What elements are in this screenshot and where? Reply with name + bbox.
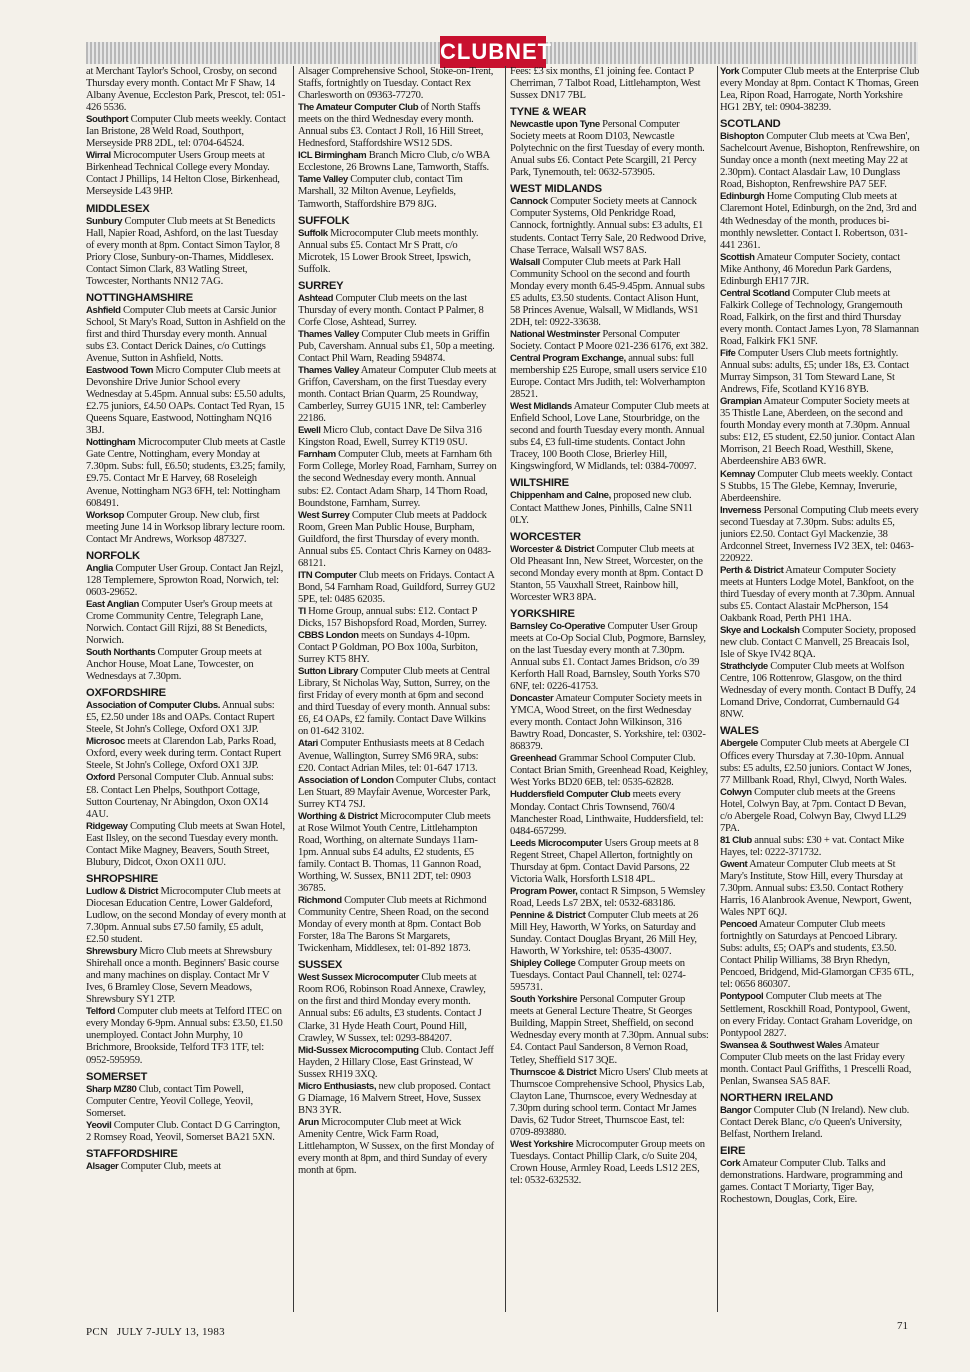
club-name: Association of Computer Clubs. (86, 700, 221, 712)
club-entry (510, 66, 710, 102)
club-entry (86, 365, 286, 437)
club-details: Computer Club meets at Wolfson Centre, 106 Rottenrow, Glasgow, on the third Wednesday of every month. Contact B Duffy, 24 Lomand Drive, Condorrat, Cumbernauld G4 8NW. (720, 661, 916, 721)
club-name: ITN Computer (298, 569, 357, 581)
club-name: Barnsley Co-Operative (510, 620, 606, 632)
club-details: Microcomputer Club meet at Wick Amenity Centre, Wick Farm Road, Littlehampton, W Sussex, on the first Monday of every month at 8pm, and third Sunday of every month at 6pm. (298, 1116, 494, 1177)
club-details: Amateur Computer Society meets at Hunters Lodge Motel, Bankfoot, on the third Tuesday of every month at 7.30pm. Annual subs £5. Contact Alastair McPherson, 154 Oakbank Road, Perth PH1 1HA. (720, 564, 915, 625)
club-entry (298, 449, 498, 509)
club-details: meets on Sundays 4-10pm. Contact P Goldman, PO Box 100a, Surbiton, Surrey KT5 8HY. (298, 630, 478, 666)
club-name: Newcastle upon Tyne (510, 119, 600, 131)
club-details: Micro Club meets at Shrewsbury Shirehall once a month. Beginners' Basic course and many machines on display. Contact Mr V Ives, 6 Bramley Close, Severn Meadows, Shrewsbury SY1 2TP. (86, 946, 279, 1006)
club-entry (510, 353, 710, 401)
club-details: Home Group, annual subs: £12. Contact P Dicks, 157 Bishopsford Road, Morden, Surrey. (298, 605, 487, 630)
club-entry (86, 66, 286, 114)
club-details: Computer Club meets at Old Pheasant Inn, New Street, Worcester, on the second Monday every month at 8pm. Contact D Stanton, 55 Vauxhall Street, Rainbow hill, Worcester WR3 8PA. (510, 543, 703, 603)
club-entry (298, 972, 498, 1044)
club-entry (510, 196, 710, 256)
region-heading: WILTSHIRE (510, 477, 569, 490)
club-details: Computer User Group. Contact Jan Rejzl, 128 Templemere, Sprowton Road, Norwich, tel: 0603-29652. (86, 562, 283, 598)
club-details: Alsager Comprehensive School, Stoke-on-Trent, Staffs, fortnightly on Tuesday. Contact Rex Charlesworth on 09363-77270. (298, 66, 494, 102)
club-details: Microcomputer Club meets at Castle Gate Centre, Nottingham, every Monday at 7.30pm. Subs: full, £6.50; students, £3.25; family, £9.75. Contact Mr E Harvey, 68 Roseleigh Avenue, Nottingham NG3 6FH, tel: Nottingham 608491. (86, 437, 286, 509)
club-details: Computer club meets at Telford ITEC on every Monday 6-9pm. Annual subs: £3.50, £1.50 unemployed. Contact John Murphy, 10 Brichmore, Brookside, Telford TF3 1TF, tel: 0952-595959. (86, 1006, 283, 1066)
club-name: Arun (298, 1116, 319, 1128)
club-entry (298, 510, 498, 570)
club-details: annual subs: £30 + vat. Contact Mike Hayes, tel: 0222-371732. (720, 834, 904, 858)
club-entry (86, 821, 286, 869)
club-entry (86, 510, 286, 546)
club-name: Thames Valley (298, 365, 359, 377)
club-entry (510, 753, 710, 789)
club-details: Amateur Computer Club meets fortnightly on Saturdays at Pencoed Library. Subs: adults, £5; OAP's and students, £3.50. Contact Philip Williams, 38 Bryn Rhedyn, Pencoed, Bridgend, Mid-Glamorgan CF35 6TL, tel: 0656 860307. (720, 919, 914, 991)
club-entry (298, 174, 498, 210)
club-details: Computer Club meets at Paddock Room, Green Man Public House, Burpham, Guildford, the first Thursday of every month. Annual subs £5. Contact Chris Karney on 0483-68121. (298, 509, 491, 569)
club-details: Computer Club meets on the last Thursday of every month. Contact P Palmer, 8 Corfe Close, Ashtead, Surrey. (298, 292, 484, 328)
club-name: West Yorkshire (510, 1138, 574, 1150)
club-details: contact R Simpson, 5 Wemsley Road, Leeds Ls7 2BX, tel: 0532-683186. (510, 885, 706, 909)
club-entry (720, 991, 920, 1039)
club-entry (720, 859, 920, 919)
club-details: Club meets at Room RO6, Robinson Road Annexe, Crawley, on the first and third Monday every month. Annual subs: £6 adults, £3 students. Contact J Clarke, 31 Hyde Heath Court, Pound Hill, Crawley, W Sussex, tel: 0293-884207. (298, 972, 486, 1044)
region-heading: NORTHERN IRELAND (720, 1091, 834, 1104)
club-entry (720, 787, 920, 835)
club-entry (298, 102, 498, 150)
club-details: Computer Club meets weekly. Contact Ian Bristone, 28 Weld Road, Southport, Merseyside PR8 2DL, tel: 0704-64524. (86, 114, 286, 150)
club-entry (86, 647, 286, 683)
club-name: South Northants (86, 647, 156, 659)
region-heading: OXFORDSHIRE (86, 687, 166, 700)
page-number: 71 (897, 1320, 908, 1332)
club-name: National Westminster (510, 328, 600, 340)
club-details: Computer Club meets weekly. Contact S Stubbs, 15 The Glebe, Kemnay, Inverurie, Aberdeenshire. (720, 468, 913, 504)
club-entry (298, 606, 498, 630)
club-entry (298, 775, 498, 811)
club-name: Perth & District (720, 564, 784, 576)
column-3 (510, 66, 710, 1316)
region-heading: MIDDLESEX (86, 202, 150, 215)
club-name: Inverness (720, 504, 762, 516)
club-entry (298, 811, 498, 895)
club-name: Yeovil (86, 1119, 112, 1131)
club-entry (510, 257, 710, 329)
club-entry (720, 738, 920, 786)
club-name: Sutton Library (298, 666, 358, 678)
club-name: Suffolk (298, 227, 328, 239)
club-details: Computer club, contact Tim Marshall, 32 Milton Avenue, Leyfields, Tamworth, Staffordshire B79 8JG. (298, 174, 463, 210)
club-name: TI (298, 605, 306, 617)
club-entry (86, 772, 286, 820)
club-name: Shipley College (510, 958, 576, 970)
club-entry (510, 544, 710, 604)
club-details: Amateur Computer Society meets in YMCA, Wood Street, on the first Wednesday every month. Contact John Wilkinson, 316 Bawtry Road, Doncaster, S. Yorkshire, tel: 0302-868379. (510, 693, 706, 753)
club-details: Home Computing Club meets at Claremont Hotel, Edinburgh, on the 2nd, 3rd and 4th Wednesday of the month, produces bi-monthly newsletter. Contact I. Robertson, 031-441 2361. (720, 191, 917, 251)
club-name: Anglia (86, 562, 113, 574)
column-1 (86, 66, 286, 1316)
club-entry (720, 191, 920, 251)
club-name: Edinburgh (720, 191, 765, 203)
club-details: of North Staffs meets on the third Wednesday every month. Annual subs £3. Contact J Roll, 16 Hill Street, Hednesford, Staffordshire WS12 5DS. (298, 102, 484, 150)
club-details: Computer Club, meets at (118, 1160, 221, 1172)
club-name: Tame Valley (298, 174, 348, 186)
club-entry (298, 228, 498, 276)
club-entry (86, 216, 286, 288)
club-entry (298, 630, 498, 666)
club-entry (720, 505, 920, 565)
club-details: Computer Group meets at Anchor House, Moat Lane, Towcester, on Wednesdays at 7.30pm. (86, 647, 262, 683)
club-name: Scottish (720, 251, 755, 263)
club-details: Users Group meets at 8 Regent Street, Chapel Allerton, fortnightly on Thursday at 6pm. Contact David Parsons, 22 Victoria Walk, Horsforth LS18 4PL. (510, 837, 699, 885)
club-name: South Yorkshire (510, 994, 578, 1006)
club-details: Micro Computer Club meets at Devonshire Drive Junior School every Wednesday at 5.45pm. Annual subs: £5.50 adults, £2.75 juniors, £4.50 OAPs. Contact Ted Ryan, 15 Queens Square, Eastwood, Nottingham NQ16 3BJ. (86, 365, 286, 437)
club-name: CBBS London (298, 630, 359, 642)
club-name: Bishopton (720, 131, 764, 143)
club-entry (720, 625, 920, 661)
club-name: Microsoc (86, 736, 125, 748)
region-heading: SURREY (298, 279, 344, 292)
club-entry (720, 1040, 920, 1088)
club-name: Greenhead (510, 753, 557, 765)
club-name: Worcester & District (510, 543, 595, 555)
club-entry (298, 365, 498, 425)
region-heading: SOMERSET (86, 1070, 148, 1083)
region-heading: SUSSEX (298, 959, 343, 972)
club-details: Personal Computing Club meets every second Tuesday at 7.30pm. Subs: adults £5, juniors £2.50. Contact Gyl Mackenzie, 38 Ardconnel Street, Inverness IV2 3EX, tel: 0463-220922. (720, 504, 919, 564)
club-details: Computer Clubs, contact Len Stuart, 89 Mayfair Avenue, Worcester Park, Surrey KT4 7SJ. (298, 774, 496, 810)
column-divider (293, 66, 294, 1312)
club-name: Ashfield (86, 304, 121, 316)
club-details: Amateur Computer Club. Talks and demonstrations. Hardware, programming and games. Contact T Moriarty, Tiger Bay, Rochestown, Douglas, Cork, Eire. (720, 1157, 903, 1206)
club-details: new club proposed. Contact G Diamage, 16 Malvern Street, Hove, Sussex BN3 3YR. (298, 1080, 491, 1116)
club-name: Association of London (298, 774, 394, 786)
region-heading: EIRE (720, 1144, 746, 1157)
club-details: Computer club meets at the Greens Hotel, Colwyn Bay, at 7pm. Contact D Bevan, c/o Abergele Road, Colwyn Bay, Clwyd LL29 7PA. (720, 786, 907, 834)
club-entry (510, 910, 710, 958)
club-entry (510, 958, 710, 994)
club-details: Computer Club meets at Central Library, St Nicholas Way, Sutton, Surrey, on the first Friday of every month at 6pm and second and third Tuesday of every month. Annual subs: £6, £4 OAPs, £2 family. Contact Dave Wilkins on 01-642 3102. (298, 666, 491, 738)
club-entry (510, 401, 710, 473)
club-details: annual subs: full membership £25 Europe, small users service £10 Europe. Contact Mrs Judith, tel: Wolverhampton 28521. (510, 352, 707, 401)
club-entry (510, 838, 710, 886)
club-details: Grammar School Computer Club. Contact Brian Smith, Greenhead Road, Keighley, West Yorks BD20 6EB, tel: 0535-62828. (510, 753, 708, 789)
club-details: Computer Society, proposed new club. Contact C Manvell, 25 Breacais Isol, Isle of Skye IV42 8QA. (720, 625, 916, 661)
club-entry (720, 288, 920, 348)
club-entry (86, 305, 286, 365)
club-name: Ridgeway (86, 820, 128, 832)
club-details: Amateur Computer Club meets on the last Friday every month. Contact Paul Griffiths, 1 Prescelli Road, Penlan, Swansea SA5 8AF. (720, 1039, 912, 1087)
club-entry (720, 919, 920, 991)
club-name: Micro Enthusiasts, (298, 1080, 377, 1092)
club-entry (510, 621, 710, 693)
clubnet-banner: CLUBNET (440, 36, 546, 68)
club-entry (86, 150, 286, 198)
club-details: Amateur Computer Club meets at Griffon, Caversham, on the first Tuesday every month. Contact Brian Quarm, 25 Roundway, Camberley, Surrey GU15 1NR, tel: Camberley 22186. (298, 365, 497, 425)
club-name: Leeds Microcomputer (510, 837, 603, 849)
club-entry (86, 1006, 286, 1066)
club-name: Worksop (86, 509, 125, 521)
club-details: Computer Club, meets at Farnham 6th Form College, Morley Road, Farnham, Surrey on the second Wednesday every month. Annual subs: £2. Contact Adam Sharp, 14 Thorn Road, Boundstone, Farnham, Surrey. (298, 449, 497, 509)
club-entry (720, 469, 920, 505)
club-name: Ashtead (298, 292, 334, 304)
club-details: Amateur Computer Society, contact Mike Anthony, 46 Moredun Park Gardens, Edinburgh EH17 7JR. (720, 251, 900, 287)
club-name: Thurnscoe & District (510, 1066, 597, 1078)
club-details: Computer Users Club meets fortnightly. Annual subs: adults, £5; under 18s, £3. Contact Murray Simpson, 31 Tom Steward Lane, St Andrews, Fife, Scotland KY16 8YB. (720, 348, 909, 396)
club-entry (720, 348, 920, 396)
club-entry (298, 329, 498, 365)
club-details: Computer Society meets at Cannock Computer Systems, Old Penkridge Road, Cannock, fortnightly. Annual subs: £3 adults, £1 students. Contact Terry Sale, 20 Redwood Drive, Chase Terrace, Walsall WS7 8AS. (510, 196, 706, 256)
club-name: ICL Birmingham (298, 150, 367, 162)
club-details: Computer Club meets at 26 Mill Hey, Haworth, W Yorks, on Saturday and Sunday. Contact Douglas Bryant, 26 Mill Hey, Haworth, W Yorkshire, tel: 0535-43007. (510, 909, 699, 958)
club-details: Microcomputer Club meets at Rose Wilmot Youth Centre, Littlehampton Road, Worthing, on alternate Sundays 11am-1pm. Annual subs £4 adults, £2 students, £5 family. Contact B. Thomas, 11 Gannon Road, Worthing, W. Sussex, BN11 2DT, tel: 0903 36785. (298, 810, 491, 895)
club-entry (720, 835, 920, 859)
club-details: Computer Club meets at Park Hall Community School on the second and fourth Monday every month 6.45-9.45pm. Annual subs £5 adults, £3.50 students. Contact Alison Hunt, 58 Princes Avenue, Walsall, W Midlands, WS1 2DH, tel: 0922-33638. (510, 256, 705, 328)
club-entry (86, 1161, 286, 1173)
club-details: at Merchant Taylor's School, Crosby, on second Thursday every month. Contact Mr F Shaw, 14 Albany Avenue, Eccleston Park, Prescot, tel: 051-426 5536. (86, 66, 286, 114)
club-entry (298, 425, 498, 449)
club-details: Computer Club (N Ireland). New club. Contact Derek Blanc, c/o Queen's University, Belfast, Northern Ireland. (720, 1104, 910, 1140)
club-details: Computer Club meets at St Benedicts Hall, Napier Road, Ashford, on the last Tuesday of every month at 8pm. Contact Simon Taylor, 8 Priory Close, Sunbury-on-Thames, Middlesex. Contact Simon Clark, 83 Watling Street, Towcester, Northants NN12 7AG. (86, 215, 280, 287)
club-name: Farnham (298, 449, 336, 461)
region-heading: SHROPSHIRE (86, 872, 158, 885)
club-name: Central Scotland (720, 287, 790, 299)
club-details: Personal Computer Club. Annual subs: £8. Contact Len Phelps, Southport Cottage, Sutton Courtenay, Nr Abingdon, Oxon OX14 4AU. (86, 772, 274, 820)
club-name: Cannock (510, 196, 548, 208)
club-details: Micro Users' Club meets at Thurnscoe Comprehensive School, Physics Lab, Clayton Lane, Thurnscoe, every Wednesday at 7.30pm during school term. Contact Mr James Davis, 62 Tudor Street, Thurnscoe East, tel: 0709-893880. (510, 1066, 708, 1138)
column-4 (720, 66, 920, 1316)
club-entry (86, 946, 286, 1006)
club-entry (298, 293, 498, 329)
club-details: Fees: £3 six months, £1 joining fee. Contact P Cherriman, 7 Talbot Road, Littlehampton, West Sussex DN17 7BL (510, 66, 701, 102)
club-name: Program Power, (510, 885, 578, 897)
club-details: Computer Club meets at Falkirk College of Technology, Grangemouth Road, Falkirk, on the first and third Thursday every month. Contact James Lyon, 78 Slamannan Road, Falkirk FK1 5NF. (720, 287, 919, 347)
club-details: Microcomputer Users Group meets at Birkenhead Technical College every Monday. Contact J Phillips, 14 Helton Close, Birkenhead, Merseyside L43 9HP. (86, 150, 280, 198)
club-details: meets at Clarendon Lab, Parks Road, Oxford, every week during term. Contact Rupert Steele, St John's College, Oxford OX1 3JP. (86, 736, 282, 772)
club-details: Computer Club meets at The Settlement, Rosckhill Road, Pontypool, Gwent, on every Friday. Contact Graham Loveridge, on Pontypool 2827. (720, 991, 913, 1039)
club-entry (298, 1081, 498, 1117)
club-details: Annual subs: £5, £2.50 under 18s and OAPs. Contact Rupert Steele, St John's College, Oxford OX1 3JP. (86, 700, 275, 736)
club-entry (720, 661, 920, 721)
club-entry (86, 1120, 286, 1144)
club-details: Computer User Group meets at Co-Op Social Club, Pogmore, Barnsley, on the last Tuesday every month at 7.30pm. Annual subs £1. Contact James Bridson, c/o 39 Kerforth Hall Road, Barnsley, South Yorks S70 6NF, tel: 0226-41753. (510, 620, 706, 693)
club-name: West Midlands (510, 401, 572, 413)
club-entry (86, 1084, 286, 1120)
region-heading: WALES (720, 725, 759, 738)
page-footer (86, 1326, 225, 1338)
club-details: Microcomputer Club meets at Diocesan Education Centre, Lower Galdeford, Ludlow, on the second Monday of every month at 7.30pm. Annual subs £7.50 family, £5 adult, £2.50 student. (86, 885, 286, 946)
region-heading: NOTTINGHAMSHIRE (86, 291, 194, 304)
club-details: Amateur Computer Club meets at St Mary's Institute, Stow Hill, every Thursday at 7.30pm. Annual subs: £3.50. Contact Rothery Harris, 16 Alanbrook Avenue, Newport, Gwent, Wales NPT 6QJ. (720, 858, 912, 919)
column-divider (717, 66, 718, 1312)
club-name: Fife (720, 348, 736, 360)
club-name: Sunbury (86, 215, 123, 227)
club-details: Computer Club meets at Richmond Community Centre, Sheen Road, on the second Monday of every month at 8pm. Contact Bob Forster, 18a The Barons St Margarets, Twickenham, Middlesex, tel: 01-892 1873. (298, 895, 489, 955)
club-details: Computer Club. Contact D G Carrington, 2 Romsey Road, Yeovil, Somerset BA21 5XN. (86, 1119, 280, 1143)
club-details: Computer Club meets at the Enterprise Club every Monday at 8pm. Contact K Thomas, Green Lea, Ripon Road, Harrogate, North Yorkshire HG1 2BY, tel: 0904-38239. (720, 66, 920, 114)
region-heading: WEST MIDLANDS (510, 183, 602, 196)
club-name: Alsager (86, 1160, 119, 1172)
club-details: Computer Club meets in Griffin Pub, Caversham. Annual subs £1, 50p a meeting. Contact Phil Warn, Reading 594874. (298, 328, 495, 364)
club-name: The Amateur Computer Club (298, 102, 419, 114)
region-heading: YORKSHIRE (510, 607, 575, 620)
club-details: Branch Micro Club, c/o WBA Ecclestone, 26 Browns Lane, Tamworth, Staffs. (298, 150, 490, 174)
club-details: Computer User's Group meets at Crome Community Centre, Telegraph Lane, Norwich. Contact Gill Rijzi, 88 St Benedicts, Norwich. (86, 598, 273, 647)
club-details: Computer Group. New club, first meeting June 14 in Worksop library lecture room. Contact Mr Andrews, Worksop 487327. (86, 509, 285, 545)
club-entry (720, 66, 920, 114)
club-name: Ewell (298, 425, 321, 437)
club-entry (510, 886, 710, 910)
club-entry (720, 1105, 920, 1141)
club-details: Computing Club meets at Swan Hotel, East Ilsley, on the second Tuesday every month. Contact Mike Magney, Beavers, South Street, Blubury, Didcot, Oxon OX11 0JU. (86, 820, 285, 868)
club-name: Kemnay (720, 468, 755, 480)
club-entry (510, 994, 710, 1066)
region-heading: WORCESTER (510, 530, 581, 543)
club-details: Microcomputer Group meets on Tuesdays. Contact Phillip Clark, c/o Suite 204, Crown House, Armley Road, Leeds LS12 2ES, tel: 0532-632532. (510, 1138, 705, 1186)
club-name: West Sussex Microcomputer (298, 972, 419, 984)
club-entry (298, 1117, 498, 1177)
club-entry (510, 789, 710, 837)
club-details: meets every Monday. Contact Chris Townsend, 760/4 Manchester Road, Linthwaite, Huddersfield, tel: 0484-657299. (510, 789, 704, 837)
publication-name: PCN (86, 1326, 108, 1338)
club-name: Shrewsbury (86, 946, 137, 958)
club-entry (510, 119, 710, 179)
region-heading: SCOTLAND (720, 118, 781, 131)
club-entry (86, 437, 286, 509)
club-entry (298, 1045, 498, 1081)
region-heading: STAFFORDSHIRE (86, 1147, 178, 1160)
club-name: Grampian (720, 396, 762, 408)
club-details: Microcomputer Club meets monthly. Annual subs £5. Contact Mr S Pratt, c/o Microtek, 15 Lower Brook Street, Ipswich, Suffolk. (298, 227, 479, 275)
club-entry (510, 490, 710, 526)
club-name: Swansea & Southwest Wales (720, 1039, 842, 1051)
club-name: Mid-Sussex Microcomputing (298, 1044, 419, 1056)
club-name: Telford (86, 1006, 115, 1018)
club-name: Central Program Exchange, (510, 352, 626, 364)
club-name: Pencoed (720, 919, 758, 931)
region-heading: NORFOLK (86, 549, 140, 562)
club-entry (86, 563, 286, 599)
club-entry (720, 252, 920, 288)
club-name: Worthing & District (298, 810, 378, 822)
club-entry (298, 570, 498, 606)
club-entry (720, 131, 920, 191)
club-details: Computer Enthusiasts meets at 8 Cedach Avenue, Wallington, Surrey SM6 9RA, subs: £20. Contact Adrian Miles, tel: 01-647 1713. (298, 738, 485, 774)
club-name: Pontypool (720, 991, 764, 1003)
club-details: Micro Club, contact Dave De Silva 316 Kingston Road, Ewell, Surrey KT19 0SU. (298, 425, 482, 449)
column-2 (298, 66, 498, 1316)
club-name: 81 Club (720, 834, 752, 846)
club-name: Atari (298, 738, 318, 750)
club-name: Ludlow & District (86, 885, 159, 897)
club-name: Skye and Lockalsh (720, 625, 800, 637)
club-entry (720, 1158, 920, 1206)
club-name: Thames Valley (298, 328, 359, 340)
issue-dates: JULY 7-JULY 13, 1983 (116, 1326, 225, 1338)
club-name: Nottingham (86, 437, 136, 449)
column-divider (505, 66, 506, 1312)
club-name: Colwyn (720, 786, 752, 798)
club-details: Amateur Computer Society meets at 35 Thistle Lane, Aberdeen, on the second and fourth Monday every month at 7.30pm. Annual subs: £12, £5 student, £2.50 junior. Contact Alan Morrison, 21 Beech Road, Westhill, Skene, Aberdeenshire AB3 6WR. (720, 396, 915, 468)
club-name: York (720, 66, 740, 77)
club-name: Huddersfield Computer Club (510, 789, 631, 801)
club-name: Strathclyde (720, 661, 768, 673)
club-details: Personal Computer Society. Contact P Moore 021-236 6176, ext 382. (510, 328, 708, 352)
club-entry (510, 1067, 710, 1139)
club-name: East Anglian (86, 598, 139, 610)
club-entry (298, 895, 498, 955)
club-name: Abergele (720, 738, 758, 750)
club-entry (86, 700, 286, 736)
club-details: Computer Club meets at Carsic Junior School, St Mary's Road, Sutton in Ashfield on the first and third Thursday every month. Annual subs £3. Contact Derick Daines, c/o Cuttings Avenue, Sutton in Ashfield, Notts. (86, 304, 286, 364)
club-details: Personal Computer Society meets at Room D103, Newcastle Polytechnic on the first Tuesday of every month. Anual subs £6. Contact Pete Scargill, 21 Percy Park, Tynemouth, tel: 0632-573905. (510, 119, 705, 179)
club-entry (510, 329, 710, 353)
club-entry (86, 599, 286, 647)
club-entry (510, 1139, 710, 1187)
club-details: Club, contact Tim Powell, Computer Centre, Yeovil College, Yeovil, Somerset. (86, 1083, 253, 1119)
club-details: Computer Club meets at 'Cwa Ben', Sachelcourt Avenue, Bishopton, Renfrewshire, on Sunday once a month (next meeting May 22 at 2.30pm). Contact Alasdair Law, 10 Dunglass Road, Bishopton, Renfrewshire PA7 5EF. (720, 131, 920, 191)
club-entry (298, 666, 498, 738)
club-name: Southport (86, 114, 129, 126)
region-heading: TYNE & WEAR (510, 106, 587, 119)
club-name: Chippenham and Calne, (510, 490, 611, 502)
club-entry (86, 736, 286, 772)
club-name: Oxford (86, 772, 116, 784)
club-name: Doncaster (510, 693, 554, 705)
club-entry (86, 886, 286, 946)
club-details: Computer Group meets on Tuesdays. Contact Paul Channell, tel: 0274-595731. (510, 958, 686, 994)
club-details: Club meets on Fridays. Contact A Bond, 54 Farnham Road, Guildford, Surrey GU2 5PE, tel: 0485 62035. (298, 569, 496, 605)
club-name: Sharp MZ80 (86, 1083, 137, 1095)
region-heading: SUFFOLK (298, 214, 350, 227)
club-name: West Surrey (298, 509, 350, 521)
club-name: Wirral (86, 150, 111, 162)
club-details: Amateur Computer Club meets at Enfield School, Love Lane, Stourbridge, on the second and fourth Tuesday every month. Annual subs £4, £3 full-time students. Contact John Tracey, 100 Booth Close, Brierley Hill, Kingswingford, W Midlands, tel: 0384-70097. (510, 401, 710, 473)
club-entry (298, 150, 498, 174)
club-name: Bangor (720, 1104, 752, 1116)
club-details: Club. Contact Jeff Hayden, 2 Hillary Close, East Grinstead, W Sussex RH19 3XQ. (298, 1044, 494, 1080)
club-name: Gwent (720, 858, 748, 870)
club-name: Pennine & District (510, 909, 586, 921)
club-details: Computer Club meets at Abergele CI Offices every Thursday at 7.30-10pm. Annual subs: £5 adults, £2.50 juniors. Contact W Jones, 77 Millbank Road, Rhyl, Clwyd, North Wales. (720, 738, 912, 786)
club-entry (298, 66, 498, 102)
club-details: Personal Computer Group meets at General Lecture Theatre, St Georges Building, Mappin Street, Sheffield, on second Wednesday every month at 7.30pm. Annual subs: £4. Contact Paul Sanderson, 8 Vernon Road, Tetley, Sheffield S17 3QE. (510, 994, 709, 1066)
club-entry (86, 114, 286, 150)
club-name: Cork (720, 1157, 741, 1169)
club-name: Eastwood Town (86, 365, 154, 377)
club-entry (720, 565, 920, 625)
club-name: Walsall (510, 256, 540, 268)
club-details: proposed new club. Contact Matthew Jones, Pinhills, Calne SN11 0LY. (510, 490, 693, 526)
club-entry (298, 738, 498, 774)
club-listings (86, 66, 922, 1314)
club-entry (720, 396, 920, 468)
club-name: Richmond (298, 895, 342, 907)
club-entry (510, 693, 710, 753)
